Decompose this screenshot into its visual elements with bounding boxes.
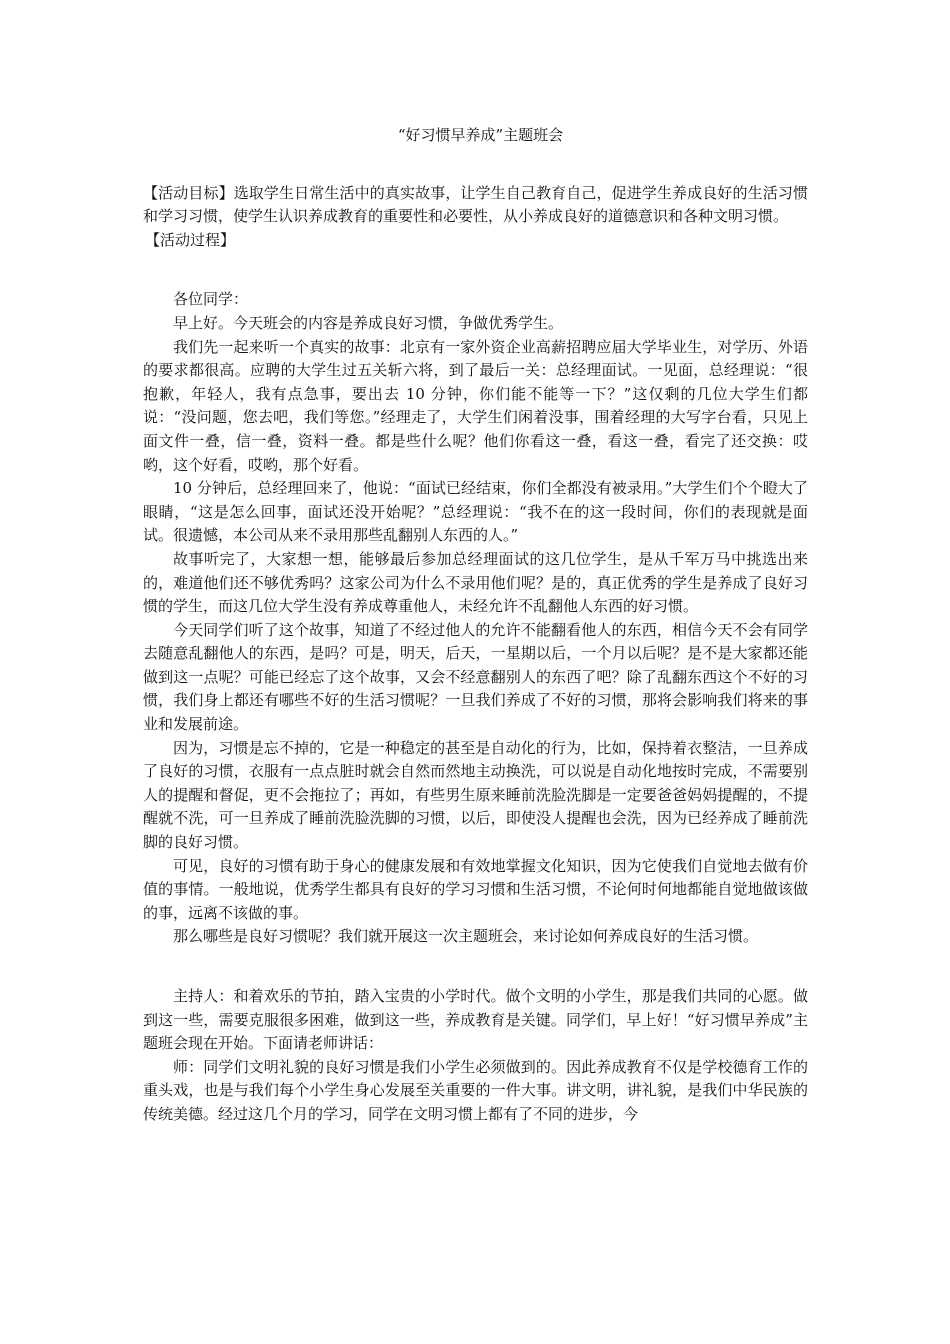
activity-goal-paragraph: 【活动目标】选取学生日常生活中的真实故事，让学生自己教育自己，促进学生养成良好的生活习惯和学习习惯，使学生认识养成教育的重要性和必要性，从小养成良好的道德意识和各种文明习惯。 <box>143 183 808 226</box>
host-paragraph: 主持人：和着欢乐的节拍，踏入宝贵的小学时代。做个文明的小学生，那是我们共同的心愿。做到这一些，需要克服很多困难，做到这一些，养成教育是关键。同学们，早上好！“好习惯早养成”主题班会现在开始。下面请老师讲话： <box>143 987 808 1053</box>
story-paragraph-1: 我们先一起来听一个真实的故事：北京有一家外资企业高薪招聘应届大学毕业生，对学历、外语的要求都很高。应聘的大学生过五关斩六将，到了最后一关：总经理面试。一见面，总经理说：“很抱歉，年轻人，我有点急事，要出去 10 分钟，你们能不能等一下？”这仅剩的几位大学生们都说：“没问题，您去吧，我们等您。”经理走了，大学生们闲着没事，围着经理的大写字台看，只见上面文件一叠，信一叠，资料一叠。都是些什么呢？他们你看这一叠，看这一叠，看完了还交换：哎哟，这个好看，哎哟，那个好看。 <box>143 337 808 474</box>
document-body <box>143 124 808 1127</box>
reflection-paragraph-2: 今天同学们听了这个故事，知道了不经过他人的允许不能翻看他人的东西，相信今天不会有同学去随意乱翻他人的东西，是吗？可是，明天，后天，一星期以后，一个月以后呢？是不是大家都还能做到这一点呢？可能已经忘了这个故事，又会不经意翻别人的东西了吧？除了乱翻东西这个不好的习惯，我们身上都还有哪些不好的生活习惯呢？一旦我们养成了不好的习惯，那将会影响我们将来的事业和发展前途。 <box>143 620 808 734</box>
conclusion-paragraph: 可见，良好的习惯有助于身心的健康发展和有效地掌握文化知识，因为它使我们自觉地去做有价值的事情。一般地说，优秀学生都具有良好的学习习惯和生活习惯，不论何时何地都能自觉地做该做的事，远离不该做的事。 <box>143 856 808 922</box>
meeting-intro-paragraph: 那么哪些是良好习惯呢？我们就开展这一次主题班会，来讨论如何养成良好的生活习惯。 <box>173 927 759 946</box>
reflection-paragraph-1: 故事听完了，大家想一想，能够最后参加总经理面试的这几位学生，是从千军万马中挑选出来的，难道他们还不够优秀吗？这家公司为什么不录用他们呢？是的，真正优秀的学生是养成了良好习惯的学生，而这几位大学生没有养成尊重他人，未经允许不乱翻他人东西的好习惯。 <box>143 549 808 616</box>
document-title: “好习惯早养成”主题班会 <box>397 126 564 144</box>
activity-process-heading: 【活动过程】 <box>145 230 236 249</box>
opening-paragraph: 早上好。今天班会的内容是养成良好习惯，争做优秀学生。 <box>173 313 564 332</box>
story-paragraph-2: 10 分钟后，总经理回来了，他说：“面试已经结束，你们全都没有被录用。”大学生们个个瞪大了眼睛，“这是怎么回事，面试还没开始呢？”总经理说：“我不在的这一段时间，你们的表现就是面试。很遗憾，本公司从来不录用那些乱翻别人东西的人。” <box>143 479 808 545</box>
greeting-paragraph: 各位同学： <box>173 290 249 309</box>
teacher-paragraph: 师：同学们文明礼貌的良好习惯是我们小学生必须做到的。因此养成教育不仅是学校德育工作的重头戏，也是与我们每个小学生身心发展至关重要的一件大事。讲文明，讲礼貌，是我们中华民族的传统美德。经过这几个月的学习，同学在文明习惯上都有了不同的进步，今 <box>143 1057 808 1123</box>
habit-explanation-paragraph: 因为，习惯是忘不掉的，它是一种稳定的甚至是自动化的行为，比如，保持着衣整洁，一旦养成了良好的习惯，衣服有一点点脏时就会自然而然地主动换洗，可以说是自动化地按时完成，不需要别人的提醒和督促，更不会拖拉了；再如，有些男生原来睡前洗脸洗脚是一定要爸爸妈妈提醒的，不提醒就不洗，可一旦养成了睡前洗脸洗脚的习惯，以后，即使没人提醒也会洗，因为已经养成了睡前洗脚的良好习惯。 <box>143 738 808 852</box>
